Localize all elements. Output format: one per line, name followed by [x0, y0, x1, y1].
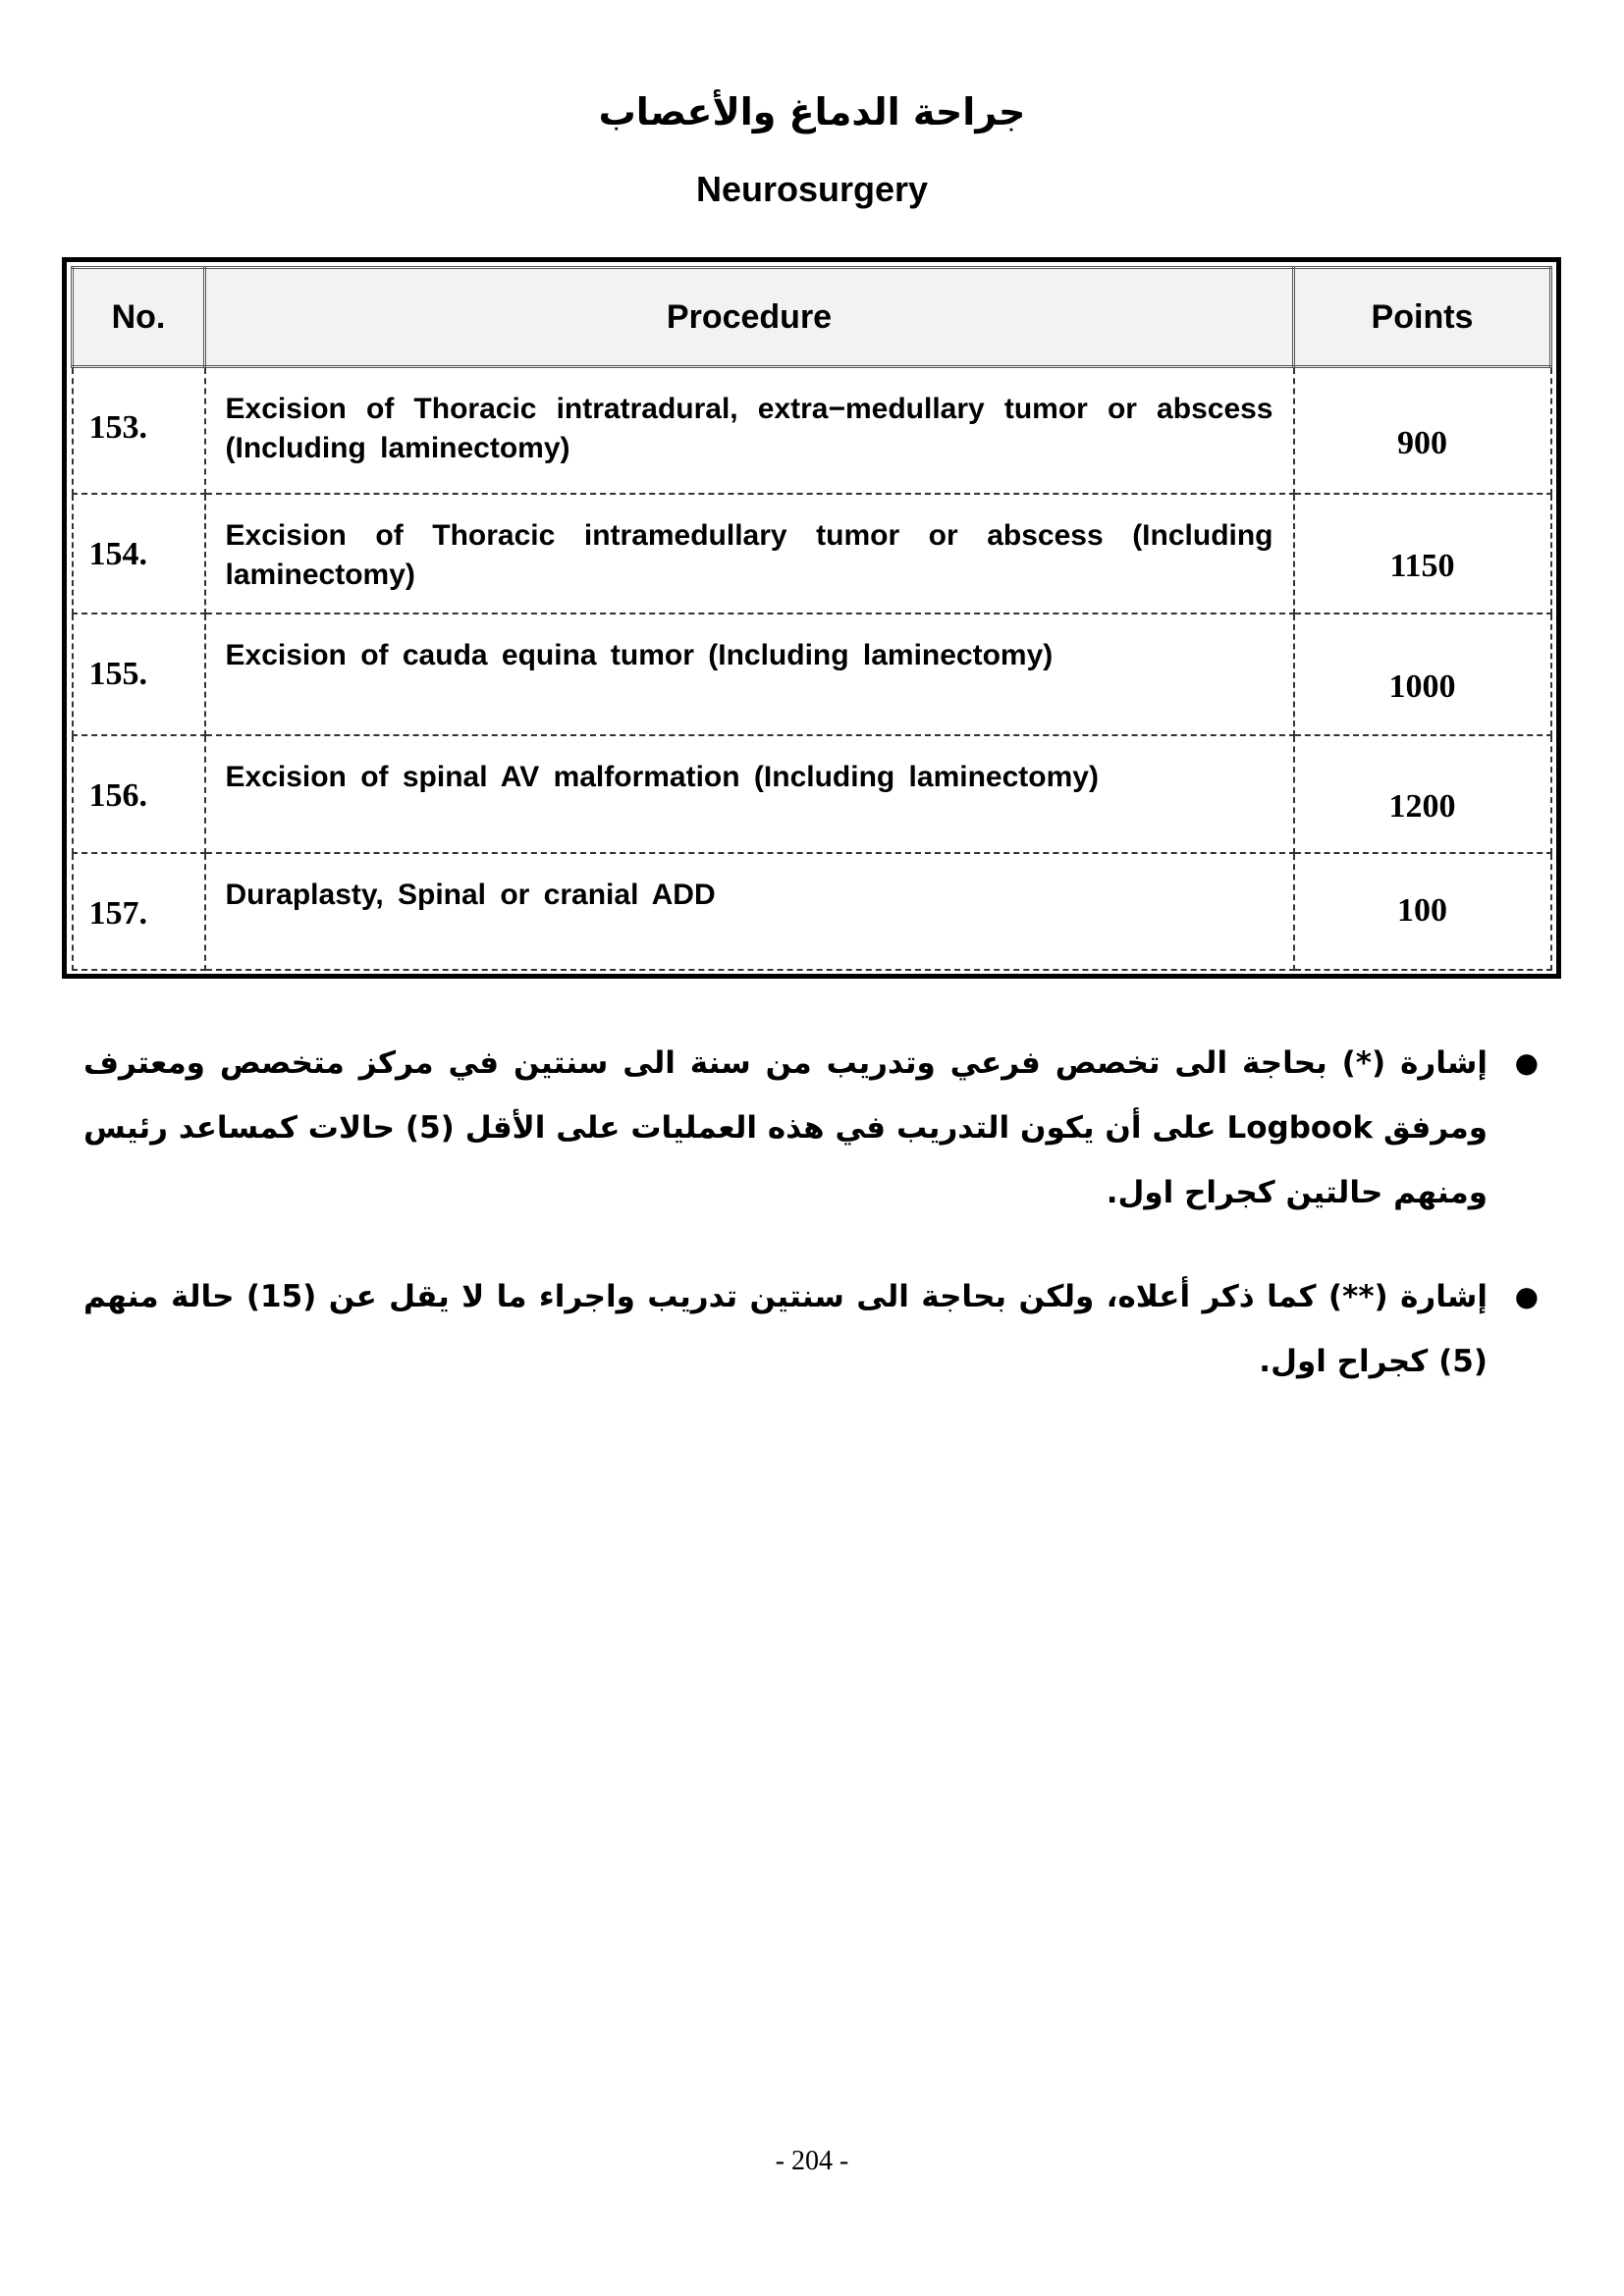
- bullet-icon: ●: [1514, 1046, 1539, 1079]
- note-text: إشارة (*) بحاجة الى تخصص فرعي وتدريب من سنة الى سنتين في مركز متخصص ومعترف ومرفق Logbook على أن يكون التدريب في هذه العمليات على الأقل (5) حالات كمساعد رئيس ومنهم حالتين كجراح اول.: [83, 1045, 1489, 1210]
- row-procedure: Excision of Thoracic intramedullary tumor or abscess (Including laminectomy): [205, 494, 1294, 614]
- header-no: No.: [73, 268, 205, 367]
- note-item: [83, 1031, 1546, 1225]
- row-procedure: Excision of Thoracic intratradural, extra−medullary tumor or abscess (Including laminectomy): [205, 367, 1294, 494]
- bullet-icon: ●: [1514, 1280, 1539, 1312]
- notes-list: [83, 1031, 1546, 1433]
- note-text: إشارة (**) كما ذكر أعلاه، ولكن بحاجة الى سنتين تدريب واجراء ما لا يقل عن (15) حالة منهم (5) كجراح اول.: [83, 1279, 1488, 1379]
- table-row: [73, 367, 1551, 494]
- arabic-title: جراحة الدماغ والأعصاب: [598, 90, 1026, 133]
- table-row: [73, 614, 1551, 735]
- procedures-table: [62, 257, 1561, 979]
- english-title: Neurosurgery: [695, 169, 929, 209]
- header-points: Points: [1294, 268, 1551, 367]
- row-points: 900: [1294, 367, 1551, 494]
- row-points: 100: [1294, 853, 1551, 970]
- row-number: 153.: [73, 367, 205, 494]
- table-row: [73, 853, 1551, 970]
- page-number: - 204 -: [775, 2146, 849, 2176]
- table-row: [73, 735, 1551, 853]
- row-procedure: Excision of cauda equina tumor (Including laminectomy): [205, 614, 1294, 735]
- note-item: [83, 1264, 1546, 1394]
- row-points: 1200: [1294, 735, 1551, 853]
- row-number: 157.: [73, 853, 205, 970]
- header-procedure: Procedure: [205, 268, 1294, 367]
- row-procedure: Duraplasty, Spinal or cranial ADD: [205, 853, 1294, 970]
- row-number: 156.: [73, 735, 205, 853]
- row-procedure: Excision of spinal AV malformation (Including laminectomy): [205, 735, 1294, 853]
- row-number: 154.: [73, 494, 205, 614]
- table-header-row: [73, 268, 1551, 367]
- row-number: 155.: [73, 614, 205, 735]
- table-row: [73, 494, 1551, 614]
- row-points: 1150: [1294, 494, 1551, 614]
- row-points: 1000: [1294, 614, 1551, 735]
